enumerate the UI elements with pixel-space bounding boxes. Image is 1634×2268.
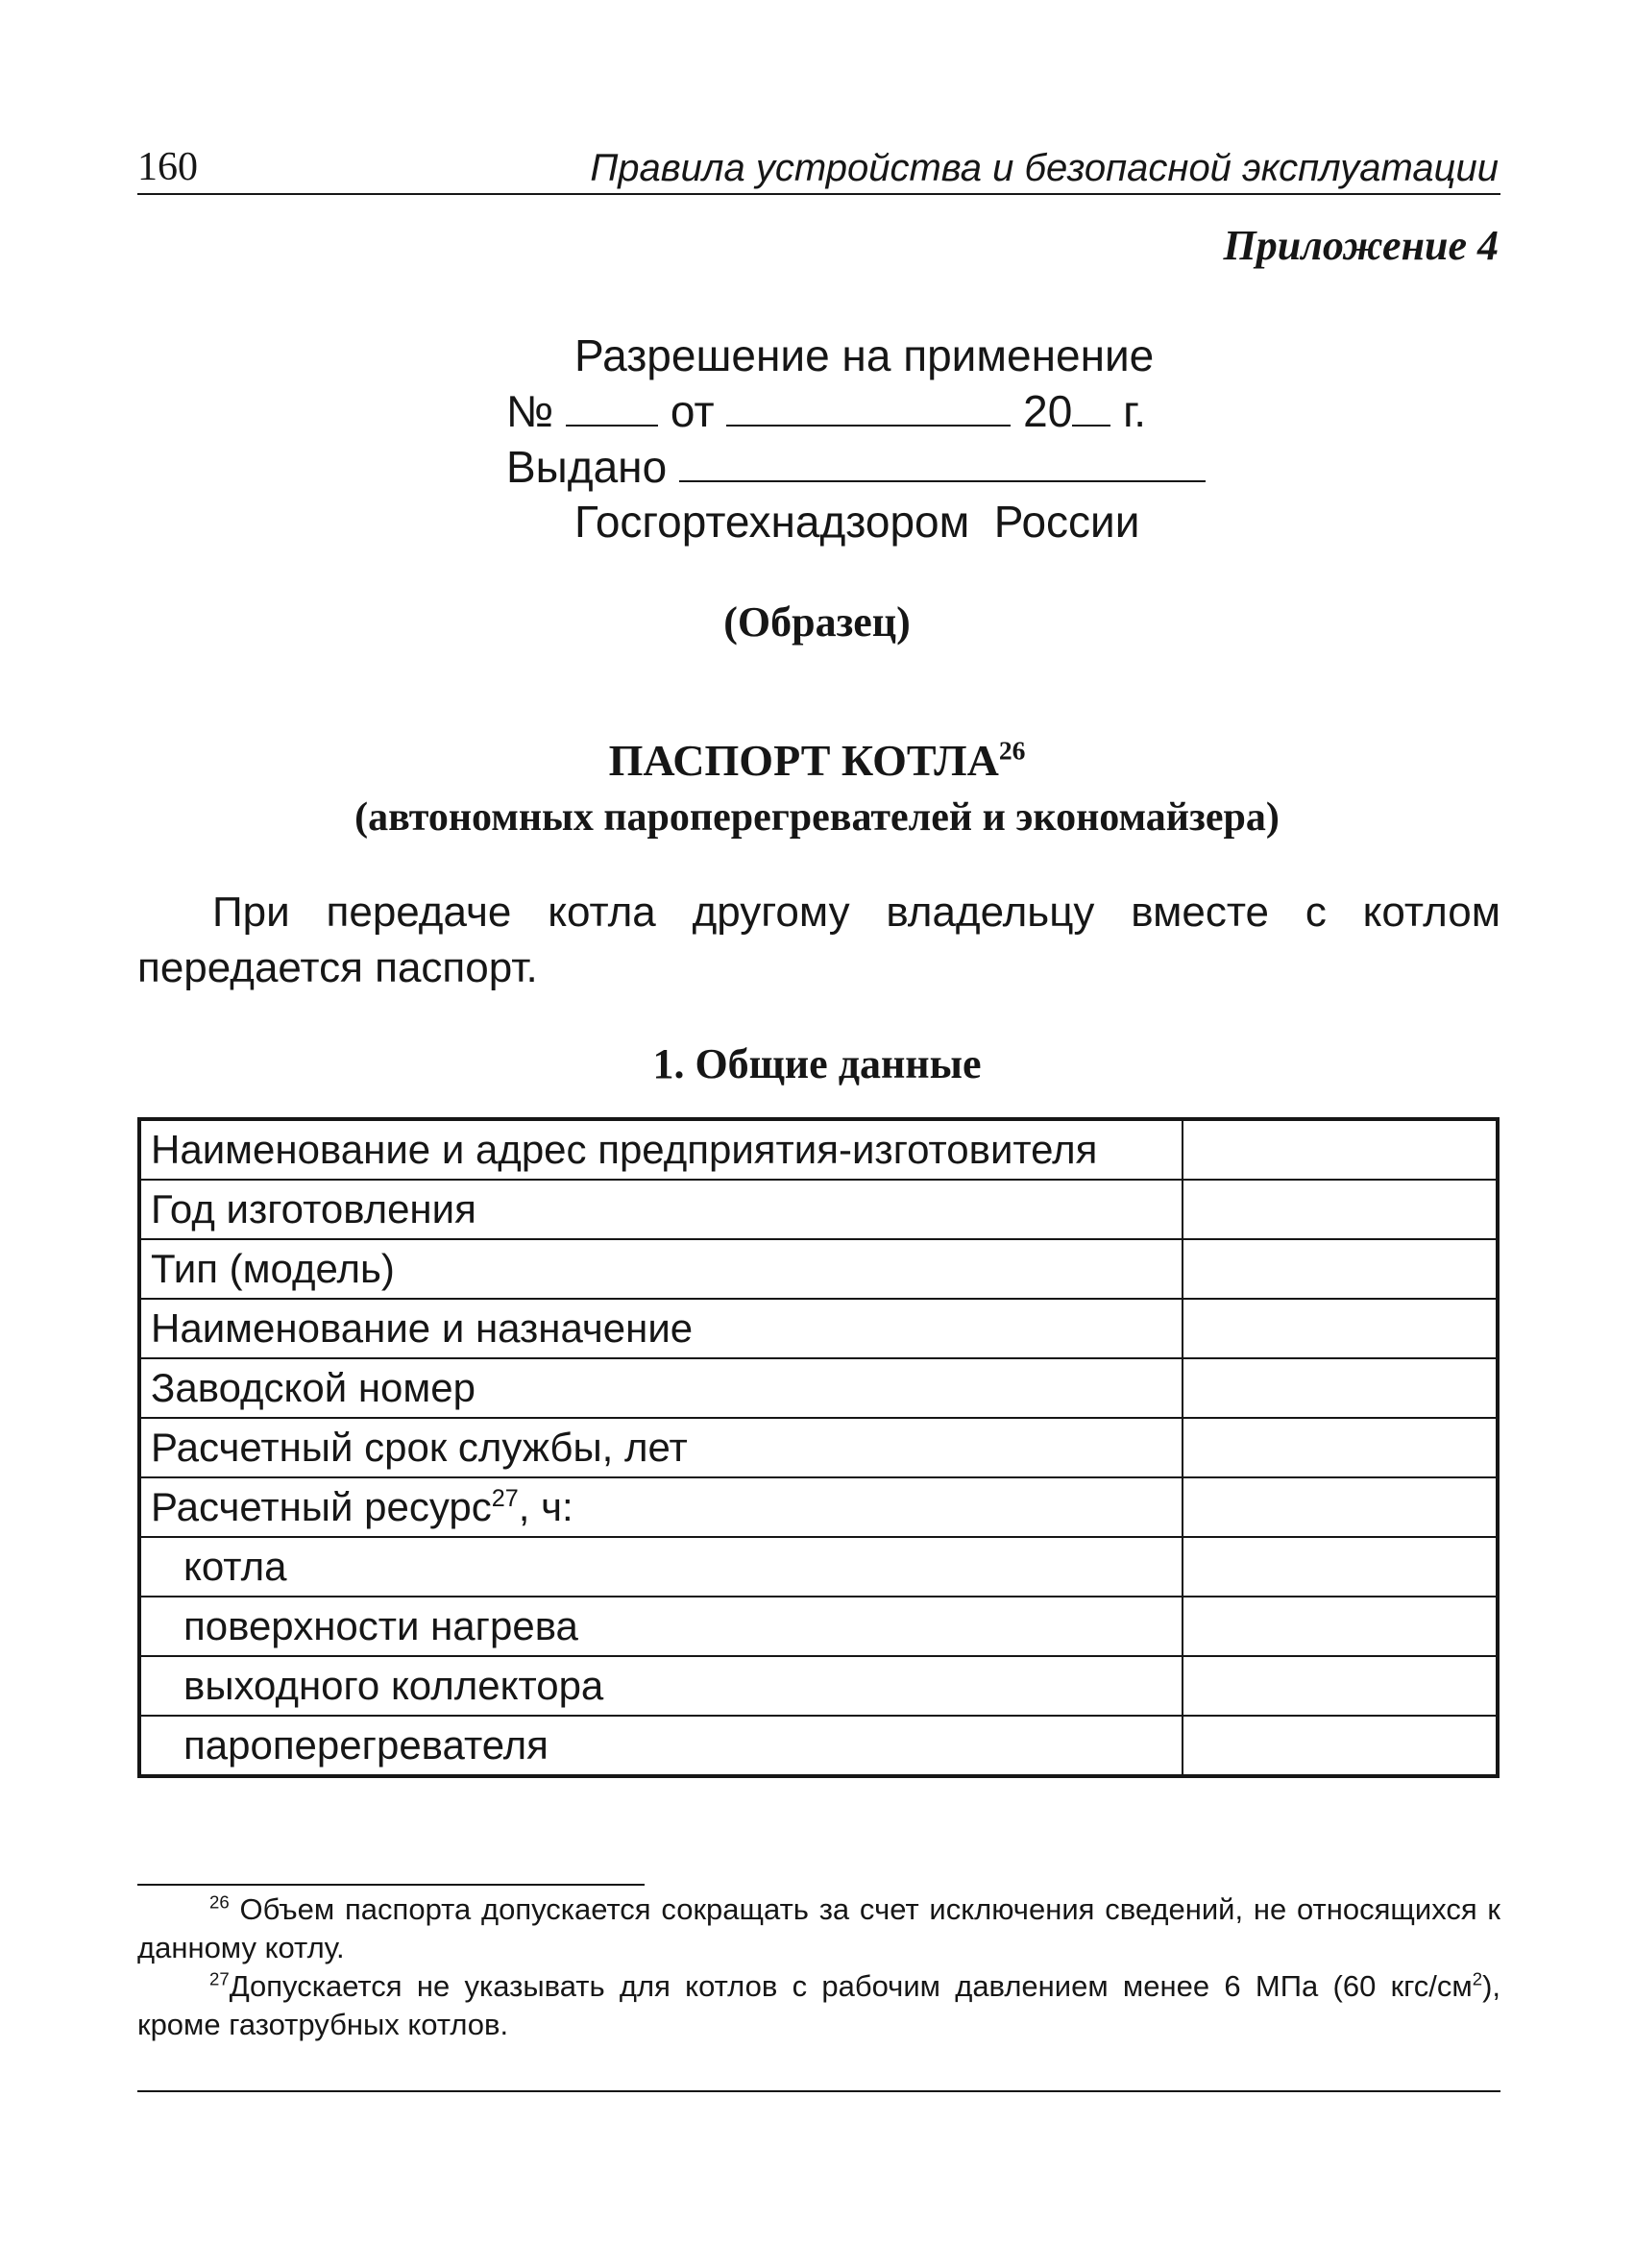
row-label: Тип (модель): [139, 1239, 1183, 1299]
footnote-26: [137, 1890, 1500, 1967]
footnote-ref-26: 26: [998, 735, 1026, 766]
row-label-text: Расчетный ресурс: [151, 1484, 492, 1529]
table-row: [139, 1180, 1498, 1239]
issued-word: Выдано: [506, 442, 668, 492]
row-label: Год изготовления: [139, 1180, 1183, 1239]
footnote-text: Объем паспорта допускается сокращать за счет исключения сведений, не относящихся к данному котлу.: [137, 1892, 1500, 1964]
row-value: [1183, 1597, 1498, 1656]
year-blank: [1072, 386, 1110, 427]
table-row: [139, 1239, 1498, 1299]
table-row: [139, 1597, 1498, 1656]
permit-title: Разрешение на применение: [574, 330, 1155, 380]
permit-number-blank: [566, 386, 658, 427]
row-label: Наименование и адрес предприятия-изготовителя: [139, 1119, 1183, 1180]
footnote-separator: [137, 1884, 645, 1886]
row-label: Наименование и назначение: [139, 1299, 1183, 1358]
footnote-superscript: 2: [1472, 1968, 1483, 1989]
row-label: Расчетный срок службы, лет: [139, 1418, 1183, 1477]
row-value: [1183, 1119, 1498, 1180]
row-value: [1183, 1418, 1498, 1477]
footnote-ref-27: 27: [491, 1485, 519, 1512]
row-label: котла: [139, 1537, 1183, 1597]
table-row: [139, 1299, 1498, 1358]
permit-date-blank: [726, 386, 1011, 427]
row-value: [1183, 1239, 1498, 1299]
table-row: [139, 1358, 1498, 1418]
row-value: [1183, 1656, 1498, 1716]
passport-title: [0, 733, 1634, 789]
footnote-number: 26: [209, 1891, 230, 1913]
section-heading: 1. Общие данные: [652, 1040, 982, 1087]
bottom-rule: [137, 2090, 1500, 2092]
row-label-suffix: , ч:: [518, 1484, 573, 1529]
table-row: [139, 1477, 1498, 1537]
row-label: поверхности нагрева: [139, 1597, 1183, 1656]
appendix-label: Приложение 4: [1223, 222, 1499, 269]
number-symbol: №: [506, 386, 554, 436]
year-prefix: 20: [1023, 386, 1073, 436]
row-value: [1183, 1537, 1498, 1597]
year-suffix: г.: [1123, 386, 1147, 436]
page-number: 160: [137, 145, 198, 189]
table-row: [139, 1537, 1498, 1597]
intro-paragraph: При передаче котла другому владельцу вместе с котлом передается паспорт.: [137, 889, 1500, 991]
permit-number-row: [506, 384, 1146, 438]
footnote-text: Допускается не указывать для котлов с рабочим давлением менее 6 МПа (60 кгс/см: [229, 1969, 1473, 2003]
table-row: [139, 1716, 1498, 1776]
row-label: выходного коллектора: [139, 1656, 1183, 1716]
footnote-number: 27: [209, 1968, 230, 1989]
passport-subtitle: (автономных пароперегревателей и экономайзера): [354, 795, 1280, 840]
row-value: [1183, 1358, 1498, 1418]
header-rule: [137, 193, 1500, 195]
footnote-text-end: ), кроме газотрубных котлов.: [137, 1969, 1500, 2041]
footnote-27: [137, 1967, 1500, 2044]
row-label: [139, 1477, 1183, 1537]
table-row: [139, 1656, 1498, 1716]
row-value: [1183, 1477, 1498, 1537]
passport-title-text: ПАСПОРТ КОТЛА: [608, 736, 999, 785]
permit-issued-row: [506, 440, 1206, 494]
row-value: [1183, 1299, 1498, 1358]
general-data-table: [137, 1117, 1500, 1778]
running-title: Правила устройства и безопасной эксплуатации: [590, 147, 1499, 189]
row-value: [1183, 1180, 1498, 1239]
issued-blank: [679, 442, 1206, 482]
sample-label: (Образец): [723, 598, 911, 646]
permit-authority: Госгортехнадзором России: [574, 497, 1140, 547]
row-label: пароперегревателя: [139, 1716, 1183, 1776]
table-row: [139, 1418, 1498, 1477]
from-word: от: [670, 386, 715, 436]
table-row: [139, 1119, 1498, 1180]
row-value: [1183, 1716, 1498, 1776]
row-label: Заводской номер: [139, 1358, 1183, 1418]
